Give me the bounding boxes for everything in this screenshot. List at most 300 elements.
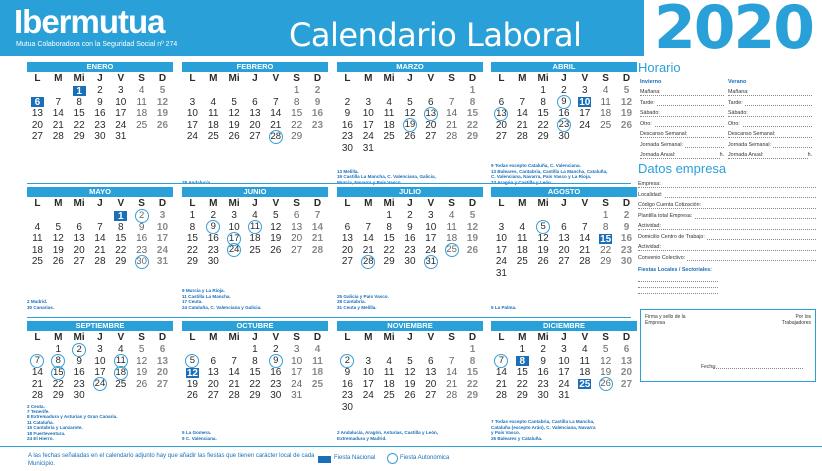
weekday-header: Mi: [537, 73, 549, 84]
holiday-notes: [491, 305, 637, 310]
calendar-day: 27: [156, 378, 169, 390]
national-holiday: 15: [600, 233, 612, 245]
weekday-header: J: [252, 198, 258, 209]
calendar-day: 23: [404, 244, 416, 256]
calendar-day: 30: [73, 390, 85, 402]
weekday-header: V: [427, 73, 435, 84]
calendar-day: 29: [73, 131, 85, 143]
calendar-day: 14: [446, 367, 458, 379]
verano-field[interactable]: [728, 140, 812, 151]
holiday-note-line: 15 Cantabria y Lanzarote.: [27, 425, 83, 431]
calendar-day: 22: [73, 119, 85, 131]
verano-field[interactable]: [728, 87, 812, 98]
weekday-header: Mi: [73, 332, 85, 343]
calendar-day: 23: [620, 244, 633, 256]
calendar-day: 16: [94, 108, 106, 120]
calendar-day: 11: [383, 108, 395, 120]
calendar-day: 4: [519, 221, 526, 233]
weekday-header: S: [448, 73, 455, 84]
calendar-day: 28: [311, 244, 324, 256]
holiday-notes: [491, 163, 637, 185]
month-mayo: [27, 187, 173, 310]
calendar-day: 13: [620, 355, 633, 367]
calendar-day: 5: [273, 210, 279, 222]
holiday-note-line: 2 Andalucía, Aragón, Asturias, Castilla y León,: [337, 430, 439, 436]
calendar-day: 4: [118, 344, 124, 356]
holiday-note-line: 11 Cataluña.: [27, 419, 54, 425]
calendar-day: 13: [291, 221, 303, 233]
weekday-header: S: [293, 73, 300, 84]
weekday-header: M: [54, 198, 63, 209]
empresa-field[interactable]: [638, 190, 816, 201]
calendar-day: 15: [537, 108, 549, 120]
empty-day: [574, 210, 595, 222]
verano-field[interactable]: [728, 119, 812, 130]
calendar-day: 20: [291, 233, 303, 245]
autonomic-holiday: 7: [491, 356, 512, 368]
calendar-day: 30: [620, 256, 633, 268]
weekday-header: J: [407, 198, 413, 209]
month-title: ABRIL: [491, 62, 637, 72]
autonomic-holiday: 2: [69, 344, 90, 356]
calendar-day: 1: [469, 85, 476, 97]
weekday-header: D: [622, 73, 631, 84]
calendar-day: 29: [291, 131, 303, 143]
weekday-header: M: [518, 332, 527, 343]
empresa-label: Localidad:: [638, 191, 663, 198]
calendar-day: 14: [270, 108, 282, 120]
calendar-day: 25: [383, 390, 395, 402]
calendar-day: 26: [136, 378, 148, 390]
month-days-grid: [491, 198, 637, 279]
empty-day: [491, 210, 512, 222]
calendar-day: 5: [231, 96, 237, 108]
invierno-heading: Invierno: [640, 79, 662, 85]
calendar-day: 28: [52, 131, 64, 143]
calendar-day: 22: [537, 119, 549, 131]
national-legend-label: Fiesta Nacional: [334, 455, 376, 461]
autonomic-holiday: 28: [362, 255, 374, 267]
calendar-day: 7: [273, 96, 279, 108]
weekday-header: S: [293, 198, 300, 209]
invierno-field[interactable]: [640, 140, 724, 151]
weekday-header: S: [138, 198, 145, 209]
calendar-day: 4: [448, 210, 455, 222]
calendar-day: 4: [602, 85, 609, 97]
empty-day: [441, 344, 462, 356]
calendar-day: 26: [466, 244, 479, 256]
autonomic-holiday: 7: [27, 356, 48, 368]
calendar-day: 11: [208, 108, 219, 120]
calendar-day: 20: [558, 244, 570, 256]
calendar-day: 3: [97, 344, 103, 356]
empty-day: [90, 210, 111, 222]
calendar-day: 21: [94, 244, 106, 256]
calendar-day: 21: [362, 244, 374, 256]
empresa-fields: [638, 179, 816, 263]
verano-field[interactable]: [728, 129, 812, 140]
weekday-header: V: [272, 332, 280, 343]
weekday-header: M: [364, 332, 373, 343]
month-title: JULIO: [337, 187, 483, 197]
holiday-note-line: 5 La Palma.: [491, 304, 517, 310]
empty-day: [337, 210, 358, 222]
calendar-day: 23: [270, 378, 282, 390]
calendar-day: 21: [516, 119, 528, 131]
weekday-header: M: [518, 198, 527, 209]
row-divider: [27, 183, 631, 184]
calendar-day: 25: [136, 119, 148, 131]
weekday-header: Mi: [383, 73, 395, 84]
calendar-day: 16: [620, 233, 633, 245]
calendar-day: 7: [582, 221, 588, 233]
holiday-note-line: 30 Canarias.: [27, 304, 55, 310]
weekday-header: M: [54, 332, 63, 343]
calendar-day: 25: [249, 244, 261, 256]
calendar-day: 10: [362, 108, 374, 120]
weekday-header: S: [602, 73, 609, 84]
empresa-field[interactable]: [638, 200, 816, 211]
month-julio: [337, 187, 483, 310]
month-abril: [491, 62, 637, 185]
month-title: AGOSTO: [491, 187, 637, 197]
calendar-day: 6: [623, 344, 630, 356]
calendar-day: 11: [446, 221, 457, 233]
calendar-day: 21: [495, 378, 507, 390]
calendar-day: 16: [73, 367, 85, 379]
weekday-header: J: [561, 198, 567, 209]
calendar-day: 19: [404, 378, 416, 390]
empresa-field[interactable]: [638, 221, 816, 232]
autonomic-holiday: 11: [110, 356, 131, 368]
month-octubre: [182, 321, 328, 441]
calendar-day: 17: [425, 233, 437, 245]
calendar-day: 13: [73, 233, 85, 245]
calendar-day: 23: [537, 378, 549, 390]
verano-field[interactable]: [728, 98, 812, 109]
calendar-day: 20: [425, 378, 437, 390]
holiday-notes: [182, 288, 328, 310]
calendar-day: 6: [344, 221, 351, 233]
verano-field[interactable]: [728, 108, 812, 119]
sign-right-label: Por los Trabajadores: [781, 314, 811, 326]
weekday-header: S: [602, 332, 609, 343]
calendar-day: 11: [32, 233, 43, 245]
empty-day: [358, 210, 379, 222]
calendar-day: 10: [228, 221, 240, 233]
calendar-day: 7: [314, 210, 321, 222]
calendar-day: 4: [582, 344, 588, 356]
calendar-day: 29: [249, 390, 261, 402]
calendar-day: 20: [156, 367, 169, 379]
calendar-day: 13: [341, 233, 353, 245]
calendar-day: 17: [186, 119, 198, 131]
invierno-field[interactable]: [640, 150, 724, 161]
month-title: MARZO: [337, 62, 483, 72]
verano-label: Jornada Semanal:: [728, 141, 771, 148]
calendar-day: 9: [76, 355, 82, 367]
empresa-label: Plantilla total Empresa:: [638, 212, 693, 219]
calendar-day: 12: [404, 108, 416, 120]
calendar-day: 26: [404, 131, 416, 143]
calendar-day: 24: [495, 256, 507, 268]
calendar-day: 9: [623, 221, 630, 233]
calendar-day: 27: [207, 390, 219, 402]
calendar-day: 8: [469, 96, 476, 108]
holiday-note-line: 11 Castilla La Mancha.: [182, 293, 231, 299]
empty-day: [512, 210, 533, 222]
invierno-field[interactable]: [640, 98, 724, 109]
calendar-day: 13: [207, 367, 219, 379]
calendar-day: 11: [517, 233, 528, 245]
month-diciembre: [491, 321, 637, 441]
calendar-day: 18: [446, 233, 458, 245]
calendar-day: 18: [249, 233, 261, 245]
empty-day: [400, 344, 421, 356]
month-title: JUNIO: [182, 187, 328, 197]
calendar-day: 6: [293, 210, 300, 222]
calendar-day: 14: [579, 233, 591, 245]
weekday-header: V: [581, 332, 589, 343]
calendar-day: 16: [558, 108, 570, 120]
calendar-day: 5: [469, 210, 476, 222]
weekday-header: Mi: [228, 332, 240, 343]
weekday-header: V: [272, 198, 280, 209]
weekday-header: V: [117, 332, 125, 343]
national-holiday: 25: [579, 379, 591, 391]
calendar-year: 2020: [654, 0, 813, 63]
calendar-day: 18: [383, 119, 395, 131]
empresa-field[interactable]: [638, 253, 816, 264]
calendar-day: 7: [365, 221, 372, 233]
calendar-day: 24: [186, 131, 198, 143]
calendar-day: 6: [498, 96, 505, 108]
calendar-day: 30: [341, 142, 353, 154]
weekday-header: M: [209, 198, 218, 209]
month-days-grid: [27, 332, 173, 402]
weekday-header: L: [34, 73, 41, 84]
row-divider: [27, 317, 631, 318]
holiday-notes: [491, 419, 637, 441]
calendar-day: 12: [228, 108, 240, 120]
calendar-day: 15: [383, 233, 395, 245]
calendar-day: 17: [156, 233, 169, 245]
month-days-grid: [182, 332, 328, 402]
verano-label: Mañana:: [728, 89, 749, 95]
calendar-day: 19: [620, 108, 633, 120]
calendar-day: 15: [516, 367, 528, 379]
empty-day: [400, 85, 421, 97]
verano-field[interactable]: [728, 150, 812, 161]
calendar-day: 4: [386, 355, 392, 367]
verano-label: Descanso Semanal:: [728, 131, 776, 137]
calendar-day: 20: [341, 244, 353, 256]
calendar-day: 21: [311, 233, 324, 245]
calendar-day: 19: [228, 119, 240, 131]
calendar-day: 22: [291, 119, 303, 131]
calendar-day: 28: [228, 390, 240, 402]
calendar-day: 31: [115, 131, 127, 143]
calendar-day: 27: [73, 256, 85, 268]
weekday-header: J: [252, 73, 258, 84]
invierno-field[interactable]: [640, 119, 724, 130]
calendar-day: 24: [291, 378, 303, 390]
empresa-field[interactable]: [638, 211, 816, 222]
empresa-field[interactable]: [638, 232, 816, 243]
calendar-day: 21: [52, 119, 64, 131]
calendar-day: 23: [94, 119, 106, 131]
invierno-label: Descanso Semanal:: [640, 131, 688, 137]
fiestas-field[interactable]: [638, 265, 816, 276]
invierno-field[interactable]: [640, 108, 724, 119]
calendar-day: 14: [516, 108, 528, 120]
calendar-day: 10: [94, 355, 106, 367]
sign-left-label: Firma y sello de la Empresa: [645, 314, 686, 326]
empty-day: [491, 85, 512, 97]
calendar-day: 13: [31, 108, 43, 120]
calendar-day: 4: [252, 210, 258, 222]
weekday-header: J: [252, 332, 258, 343]
calendar-day: 18: [383, 378, 395, 390]
verano-label: Otro:: [728, 120, 740, 127]
autonomic-holiday: 30: [136, 255, 147, 267]
empresa-field[interactable]: [638, 242, 816, 253]
weekday-header: Mi: [228, 198, 240, 209]
calendar-day: 3: [118, 85, 124, 97]
weekday-header: M: [209, 73, 218, 84]
invierno-label: Otro:: [640, 120, 652, 127]
empty-day: [420, 344, 441, 356]
calendar-day: 30: [94, 131, 106, 143]
empresa-field[interactable]: [638, 179, 816, 190]
fiesta-line[interactable]: [638, 288, 718, 294]
calendar-day: 19: [186, 378, 198, 390]
calendar-day: 7: [448, 96, 455, 108]
invierno-field[interactable]: [640, 129, 724, 140]
calendar-day: 8: [602, 221, 609, 233]
calendar-day: 28: [495, 390, 507, 402]
weekday-header: V: [581, 73, 589, 84]
calendar-day: 27: [620, 378, 633, 390]
national-holiday: 8: [512, 356, 533, 368]
month-days-grid: [182, 198, 328, 268]
empresa-label: Actividad:: [638, 223, 661, 229]
holiday-note-line: 13 Baleares, Cantabria, Castilla La Mancha, Cataluña,: [491, 168, 608, 174]
empty-day: [358, 344, 379, 356]
calendar-day: 18: [31, 244, 43, 256]
calendar-day: 19: [600, 367, 612, 379]
autonomic-holiday: 18: [115, 366, 127, 378]
calendar-day: 6: [210, 355, 217, 367]
calendar-day: 29: [383, 256, 395, 268]
autonomic-holiday: 19: [404, 119, 416, 131]
calendar-day: 14: [362, 233, 374, 245]
calendar-day: 4: [314, 344, 321, 356]
weekday-header: J: [561, 73, 567, 84]
empresa-label: Actividad:: [638, 244, 661, 250]
calendar-day: 25: [516, 256, 528, 268]
calendar-day: 11: [579, 355, 590, 367]
calendar-day: 5: [602, 344, 609, 356]
calendar-day: 10: [186, 108, 198, 120]
calendar-day: 15: [115, 233, 127, 245]
calendar-day: 14: [31, 367, 43, 379]
calendar-day: 12: [136, 355, 148, 367]
calendar-day: 14: [446, 108, 458, 120]
calendar-day: 3: [231, 210, 237, 222]
calendar-day: 3: [582, 85, 588, 97]
calendar-day: 26: [537, 256, 549, 268]
autonomic-holiday: 2: [131, 210, 152, 222]
invierno-field[interactable]: [640, 87, 724, 98]
calendar-day: 7: [448, 355, 455, 367]
calendar-day: 19: [466, 233, 479, 245]
calendar-day: 23: [311, 119, 324, 131]
calendar-day: 18: [311, 367, 324, 379]
month-agosto: [491, 187, 637, 310]
fecha-label: Fecha:: [701, 364, 717, 370]
month-noviembre: [337, 321, 483, 441]
weekday-header: V: [427, 332, 435, 343]
month-days-grid: [182, 73, 328, 143]
calendar-day: 10: [115, 96, 127, 108]
autonomic-holiday: 24: [228, 244, 240, 256]
empresa-label: Empresa:: [638, 181, 661, 187]
empresa-label: Convenio Colectivo:: [638, 254, 686, 261]
calendar-day: 1: [189, 210, 196, 222]
weekday-header: Mi: [228, 73, 240, 84]
calendar-day: 25: [311, 378, 324, 390]
calendar-day: 12: [620, 96, 633, 108]
weekday-header: L: [344, 198, 351, 209]
weekday-header: D: [468, 73, 477, 84]
calendar-day: 10: [156, 221, 169, 233]
calendar-day: 19: [537, 244, 549, 256]
calendar-day: 26: [186, 390, 198, 402]
calendar-day: 21: [270, 119, 282, 131]
calendar-day: 22: [466, 119, 479, 131]
calendar-day: 13: [425, 367, 437, 379]
calendar-day: 7: [231, 355, 237, 367]
autonomic-holiday: 8: [48, 356, 69, 368]
weekday-header: S: [138, 332, 145, 343]
holiday-notes: [337, 430, 483, 441]
calendar-day: 15: [73, 108, 85, 120]
weekday-header: J: [97, 198, 103, 209]
calendar-day: 17: [291, 367, 303, 379]
weekday-header: V: [272, 73, 280, 84]
empty-day: [358, 85, 379, 97]
calendar-day: 6: [159, 344, 166, 356]
calendar-day: 30: [558, 131, 570, 143]
calendar-day: 18: [600, 108, 612, 120]
footer-note: A las fechas señaladas en el calendario adjunto hay que añadir las fiestas que tienen carácter local de cada Municipio.: [28, 453, 315, 467]
empty-day: [224, 85, 245, 97]
calendar-day: 16: [404, 233, 416, 245]
weekday-header: L: [189, 73, 196, 84]
national-holiday: 1: [110, 210, 131, 222]
weekday-header: Mi: [383, 198, 395, 209]
calendar-day: 12: [156, 96, 169, 108]
calendar-day: 30: [537, 390, 549, 402]
calendar-day: 1: [602, 210, 609, 222]
month-title: DICIEMBRE: [491, 321, 637, 331]
calendar-day: 23: [341, 390, 353, 402]
autonomic-holiday: 5: [182, 356, 203, 368]
autonomic-holiday: 17: [228, 232, 240, 244]
fecha-line[interactable]: [713, 368, 803, 369]
calendar-day: 26: [228, 131, 240, 143]
